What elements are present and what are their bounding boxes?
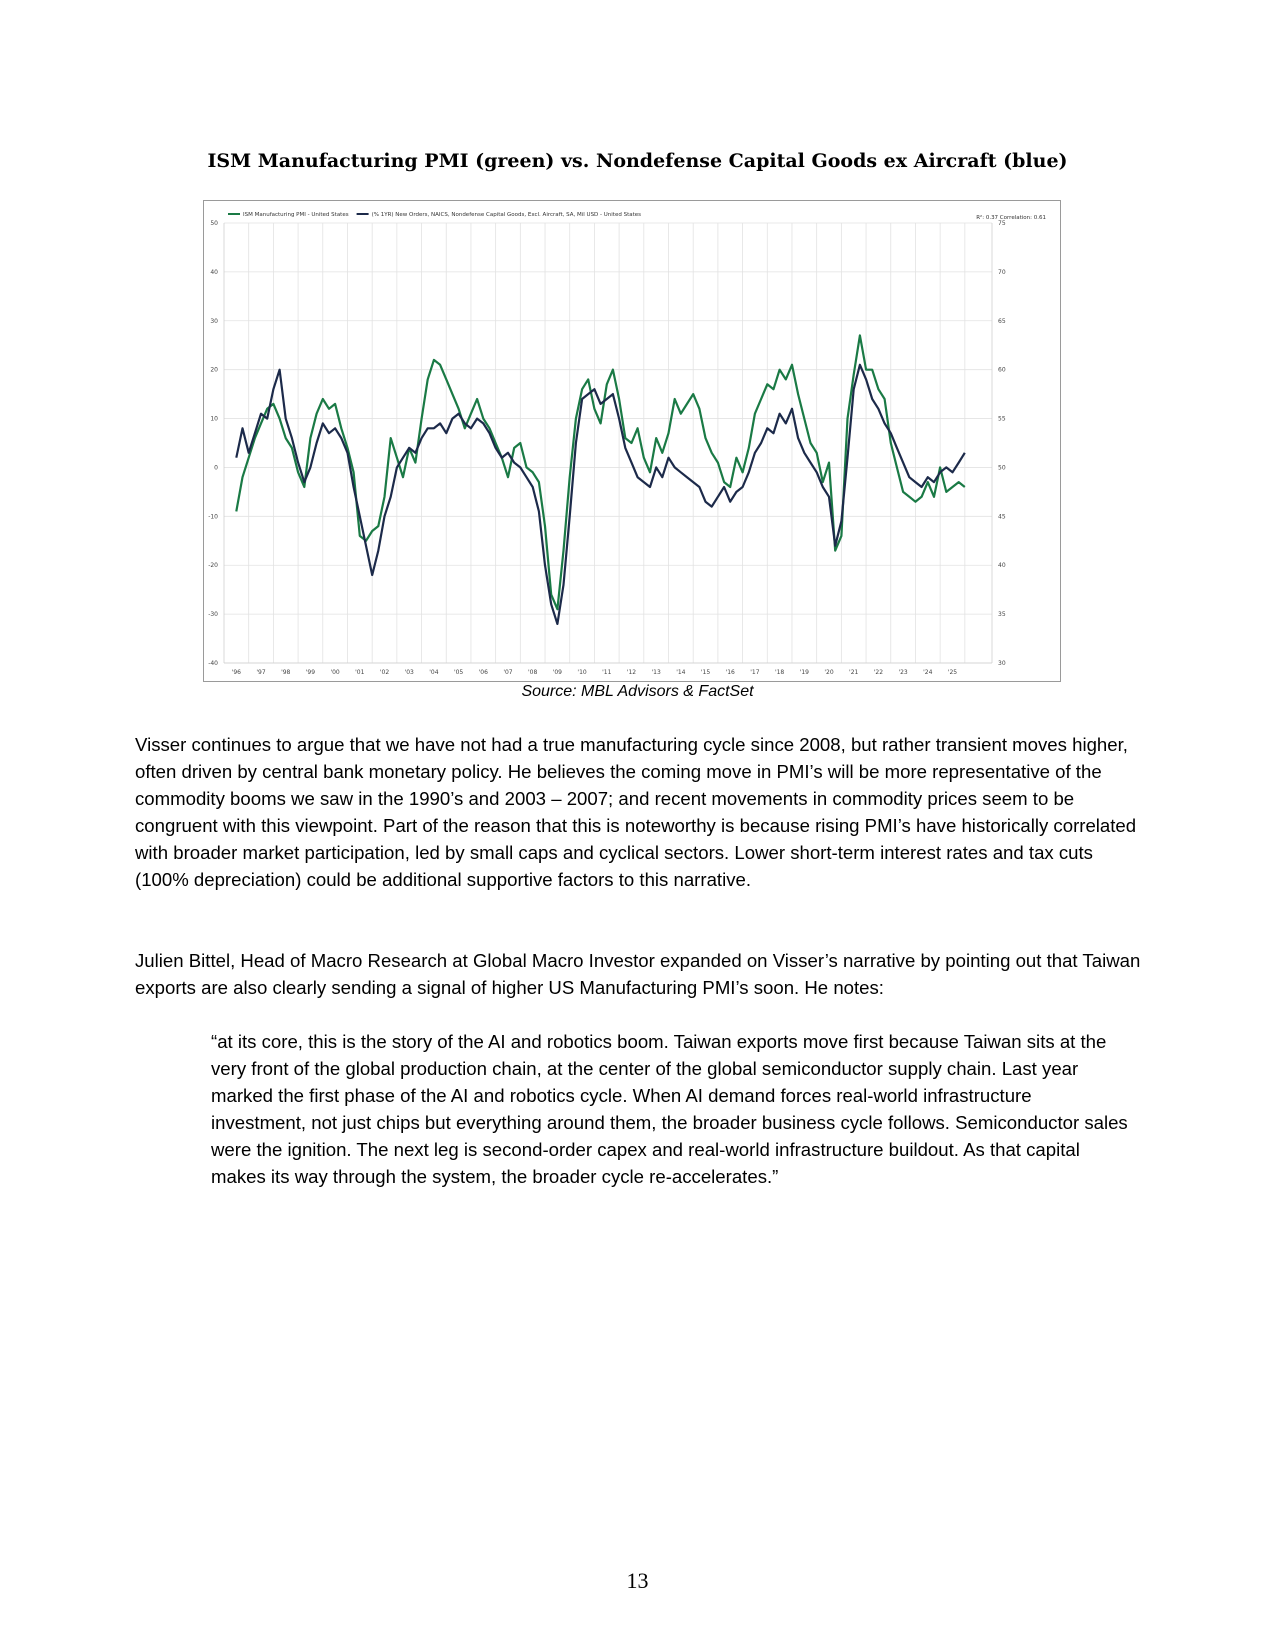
y-right-tick-label: 60 — [998, 366, 1006, 374]
y-left-tick-label: 10 — [210, 415, 218, 423]
x-tick-label: '05 — [453, 669, 464, 676]
x-tick-label: '16 — [725, 669, 735, 676]
x-tick-label: '12 — [626, 669, 637, 676]
x-tick-label: '22 — [873, 669, 884, 676]
y-left-tick-label: 20 — [210, 366, 218, 374]
chart-source: Source: MBL Advisors & FactSet — [521, 683, 754, 700]
y-right-tick-label: 65 — [998, 317, 1006, 325]
x-tick-label: '04 — [429, 669, 439, 676]
y-right-tick-label: 75 — [998, 220, 1006, 227]
y-right-tick-label: 40 — [998, 562, 1006, 570]
x-tick-label: '06 — [478, 669, 488, 676]
x-tick-label: '23 — [898, 669, 908, 676]
x-tick-label: '03 — [404, 669, 414, 676]
y-left-tick-label: 30 — [210, 317, 218, 325]
y-left-tick-label: -40 — [208, 660, 218, 667]
x-tick-label: '13 — [651, 669, 661, 676]
y-right-tick-label: 35 — [998, 611, 1006, 619]
chart-title: ISM Manufacturing PMI (green) vs. Nondefense Capital Goods ex Aircraft (blue) — [207, 150, 1068, 172]
block-quote: “at its core, this is the story of the AI and robotics boom. Taiwan exports move first because Taiwan sits at the very front of the global production chain, at the center of the global semiconductor supply chain. Last year marked the first phase of the AI and robotics cycle. When AI demand forces real-world infrastructure investment, not just chips but everything around them, the broader business cycle follows. Semiconductor sales were the ignition. The next leg is second-order capex and real-world infrastructure buildout. As that capital makes its way through the system, the broader cycle re-accelerates.” — [211, 1031, 1128, 1187]
y-right-tick-label: 30 — [998, 660, 1006, 667]
chart-grid — [224, 223, 992, 663]
body-paragraph-1: Visser continues to argue that we have not had a true manufacturing cycle since 2008, but rather transient moves higher, often driven by central bank monetary policy. He believes the coming move in PMI’s will be more representative of the commodity booms we saw in the 1990’s and 2003 – 2007; and recent movements in commodity prices seem to be congruent with this viewpoint. Part of the reason that this is noteworthy is because rising PMI’s have historically correlated with broader market participation, led by small caps and cyclical sectors. Lower short-term interest rates and tax cuts (100% depreciation) could be additional supportive factors to this narrative. — [135, 734, 1137, 890]
y-left-tick-label: 0 — [214, 464, 218, 472]
x-tick-label: '08 — [528, 669, 538, 676]
x-tick-label: '97 — [256, 669, 266, 676]
chart-figure — [203, 200, 1061, 682]
x-tick-label: '25 — [947, 669, 958, 676]
series-line-capital-goods — [236, 365, 965, 624]
y-left-tick-label: -20 — [208, 562, 218, 570]
chart-axes — [208, 220, 1006, 676]
x-tick-label: '02 — [379, 669, 390, 676]
x-tick-label: '01 — [355, 669, 365, 676]
x-tick-label: '15 — [700, 669, 711, 676]
x-tick-label: '17 — [750, 669, 760, 676]
y-right-tick-label: 70 — [998, 268, 1006, 276]
page-number: 13 — [626, 1568, 649, 1593]
x-tick-label: '10 — [577, 669, 587, 676]
x-tick-label: '24 — [923, 669, 933, 676]
legend-entry-ism-pmi: ISM Manufacturing PMI - United States — [243, 212, 349, 218]
y-right-tick-label: 50 — [998, 464, 1006, 472]
y-left-tick-label: -10 — [208, 513, 218, 521]
y-left-tick-label: 50 — [210, 220, 218, 227]
legend-entry-capital-goods: (% 1YR) New Orders, NAICS, Nondefense Capital Goods, Excl. Aircraft, SA, Mil USD - United States — [371, 212, 642, 218]
x-tick-label: '18 — [774, 669, 785, 676]
x-tick-label: '14 — [676, 669, 686, 676]
chart-series — [236, 335, 965, 624]
x-tick-label: '09 — [552, 669, 563, 676]
y-left-tick-label: -30 — [208, 611, 218, 619]
x-tick-label: '21 — [849, 669, 859, 676]
x-tick-label: '96 — [231, 669, 241, 676]
chart-canvas — [204, 201, 1060, 681]
y-left-tick-label: 40 — [210, 268, 218, 276]
x-tick-label: '07 — [503, 669, 513, 676]
x-tick-label: '00 — [330, 669, 340, 676]
x-tick-label: '98 — [281, 669, 291, 676]
chart-stats-label: R²: 0.37 Correlation: 0.61 — [976, 215, 1046, 221]
body-paragraph-2: Julien Bittel, Head of Macro Research at Global Macro Investor expanded on Visser’s narrative by pointing out that Taiwan exports are also clearly sending a signal of higher US Manufacturing PMI’s soon. He notes: — [135, 950, 1141, 998]
y-right-tick-label: 45 — [998, 513, 1006, 521]
x-tick-label: '19 — [799, 669, 809, 676]
chart-legend — [228, 212, 641, 218]
series-line-ism-pmi — [236, 335, 965, 609]
x-tick-label: '11 — [602, 669, 612, 676]
x-tick-label: '99 — [305, 669, 316, 676]
x-tick-label: '20 — [824, 669, 834, 676]
y-right-tick-label: 55 — [998, 415, 1006, 423]
